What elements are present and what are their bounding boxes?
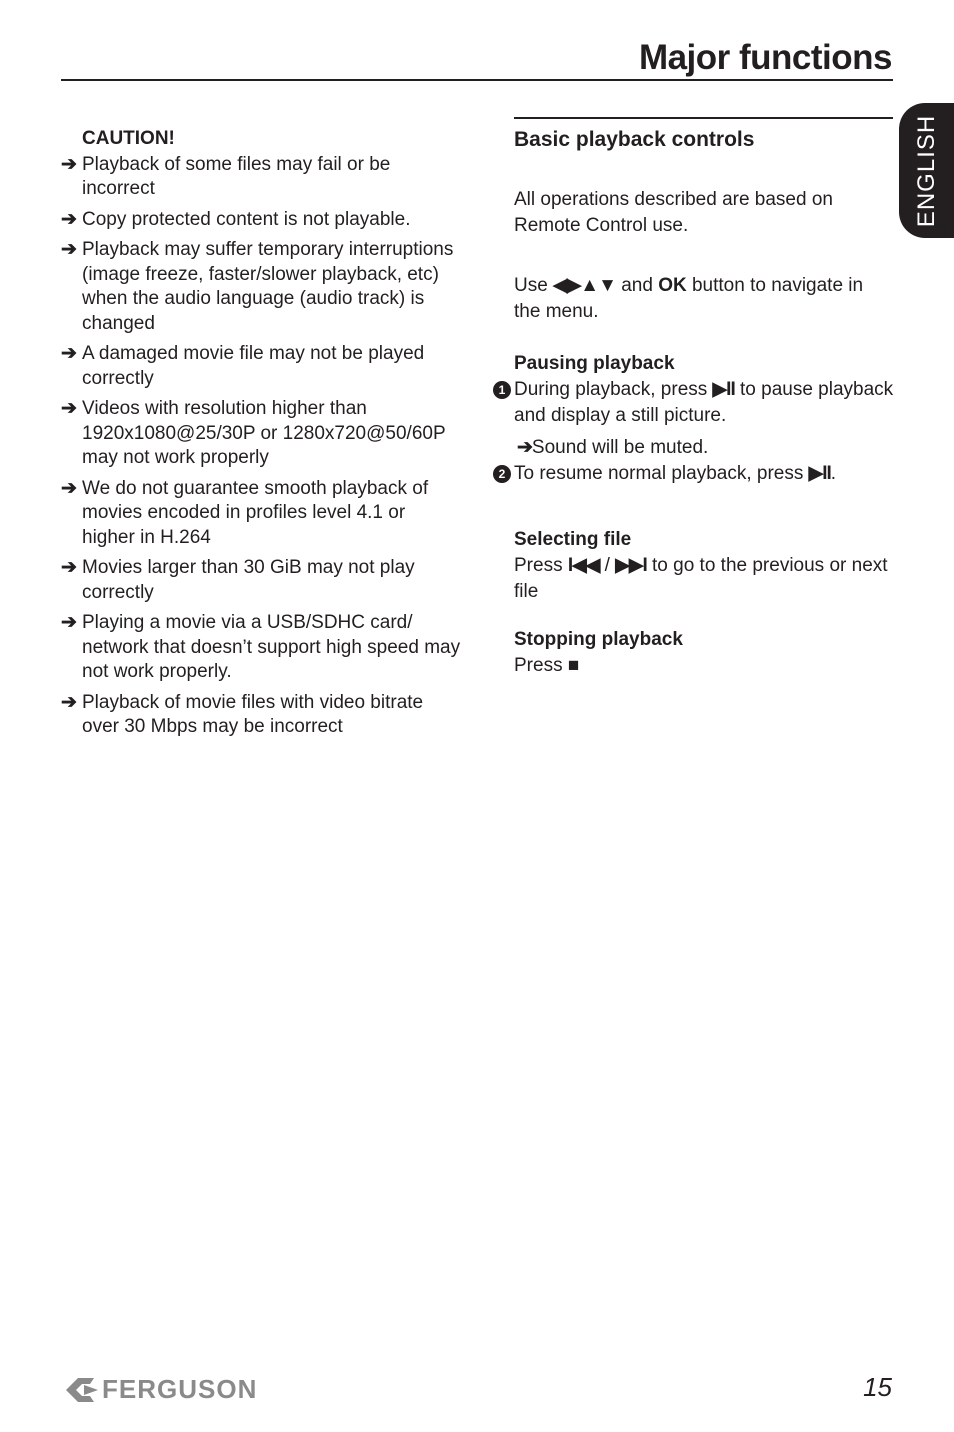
title-divider (61, 79, 893, 81)
pausing-step-2: 2 To resume normal playback, press ▶II. (514, 461, 894, 487)
arrow-right-icon: ➔ (61, 343, 77, 364)
page-number: 15 (863, 1372, 892, 1402)
arrow-right-icon: ➔ (61, 208, 77, 230)
pausing-heading: Pausing playback (514, 353, 675, 374)
pausing-result: ➔Sound will be muted. (517, 437, 709, 458)
page-title: Major functions (638, 38, 892, 77)
arrow-right-icon: ➔ (61, 557, 77, 578)
language-tab-label: ENGLISH (912, 114, 940, 227)
brand-name: FERGUSON (102, 1374, 258, 1404)
arrow-right-icon: ➔ (61, 691, 77, 713)
arrow-right-icon: ➔ (61, 239, 77, 260)
arrow-right-icon: ➔ (517, 437, 532, 458)
nav-instructions: Use ◀▶▲▼ and OK button to navigate in the menu. (514, 275, 864, 322)
pausing-step-1: 1 During playback, press ▶II to pause playback and display a still picture. (514, 377, 894, 429)
caution-section (61, 127, 461, 746)
stopping-heading: Stopping playback (514, 629, 683, 650)
ferguson-logo-icon (64, 1376, 100, 1404)
selecting-heading: Selecting file (514, 529, 632, 550)
previous-track-icon: I◀◀ (567, 555, 600, 576)
stopping-text: Press ■ (514, 655, 579, 676)
direction-arrows-icon: ◀▶▲▼ (553, 275, 616, 296)
arrow-right-icon: ➔ (61, 398, 77, 419)
arrow-right-icon: ➔ (61, 153, 77, 175)
play-pause-icon: ▶II (808, 463, 831, 484)
section-divider (514, 117, 893, 119)
language-tab (899, 103, 954, 238)
ok-key-label: OK (658, 275, 687, 296)
basic-controls-section (498, 127, 894, 679)
caution-item: ➔ Playback of some files may fail or be incorrect (61, 153, 391, 199)
caution-item: ➔ Copy protected content is not playable. (61, 208, 461, 233)
arrow-right-icon: ➔ (61, 477, 77, 499)
step-number-2-icon: 2 (493, 465, 511, 483)
play-pause-icon: ▶II (712, 379, 735, 400)
caution-item: ➔ Movies larger than 30 GiB may not play correctly (61, 557, 415, 603)
selecting-text: Press I◀◀ / ▶▶I to go to the previous or next file (514, 555, 888, 602)
arrow-right-icon: ➔ (61, 612, 77, 633)
ferguson-logo (64, 1374, 257, 1405)
caution-item: ➔ Playback of movie files with video bitrate over 30 Mbps may be incorrect (61, 691, 424, 737)
intro-text: All operations described are based on Remote Control use. (514, 189, 833, 236)
caution-item: ➔ Playing a movie via a USB/SDHC card/ network that doesn’t support high speed may not work properly. (61, 612, 461, 682)
caution-heading: CAUTION! (82, 128, 175, 149)
step-number-1-icon: 1 (493, 381, 511, 399)
next-track-icon: ▶▶I (615, 555, 647, 576)
caution-list (61, 153, 461, 740)
stop-icon: ■ (567, 655, 579, 676)
caution-item: ➔ Playback may suffer temporary interruptions (image freeze, faster/slower playback, etc) when the audio language (audio track) is changed (61, 239, 454, 334)
caution-item: ➔ We do not guarantee smooth playback of movies encoded in profiles level 4.1 or higher in H.264 (61, 477, 429, 548)
section-title: Basic playback controls (514, 128, 755, 151)
caution-item: ➔ A damaged movie file may not be played correctly (61, 343, 425, 389)
caution-item: ➔ Videos with resolution higher than 1920x1080@25/30P or 1280x720@50/60P may not work properly (61, 398, 446, 468)
